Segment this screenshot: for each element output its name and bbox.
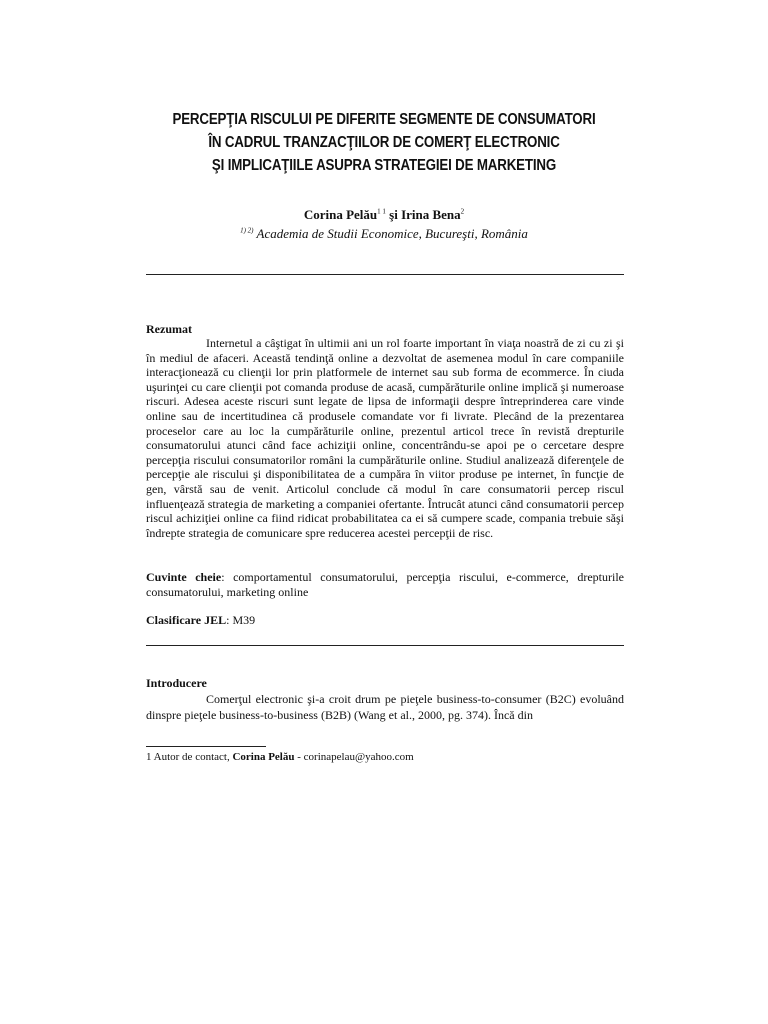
keywords-text: : comportamentul consumatorului, percepţia riscului, e-commerce, drepturile consumatorului, marketing online bbox=[146, 570, 624, 599]
author-1: Corina Pelău bbox=[303, 207, 378, 222]
title-line-3: ŞI IMPLICAŢIILE ASUPRA STRATEGIEI DE MARKETING bbox=[211, 157, 557, 174]
footnote-suffix: - corinapelau@yahoo.com bbox=[294, 751, 414, 763]
affiliation-superscript: 1) 2) bbox=[240, 226, 254, 235]
affiliation bbox=[0, 226, 768, 242]
keywords-label: Cuvinte cheie bbox=[146, 570, 222, 584]
footnote-author: Corina Pelău bbox=[232, 751, 295, 763]
footnote-prefix: 1 Autor de contact, bbox=[146, 751, 233, 763]
jel-text: : M39 bbox=[226, 613, 256, 627]
title-line-1: PERCEPŢIA RISCULUI PE DIFERITE SEGMENTE DE CONSUMATORI bbox=[172, 111, 596, 128]
author-2-superscript: 2 bbox=[460, 207, 465, 216]
title-line-2: ÎN CADRUL TRANZACŢIILOR DE COMERŢ ELECTRONIC bbox=[208, 134, 560, 151]
divider-top bbox=[146, 274, 624, 275]
paper-title bbox=[140, 108, 628, 177]
abstract-heading: Rezumat bbox=[146, 322, 192, 336]
introduction-text: Comerţul electronic şi-a croit drum pe pieţele business-to-consumer (B2C) evoluând dinspre pieţele business-to-business (B2B) (Wang et al., 2000, pg. 374). Încă din bbox=[146, 692, 624, 722]
divider-bottom bbox=[146, 645, 624, 646]
author-conjunction: şi bbox=[385, 207, 402, 222]
introduction-heading: Introducere bbox=[146, 676, 207, 690]
affiliation-text: Academia de Studii Economice, Bucureşti, România bbox=[253, 226, 528, 241]
keywords bbox=[146, 570, 624, 599]
author-1-superscript: 1 1 bbox=[377, 207, 386, 216]
jel-classification bbox=[146, 613, 624, 628]
footnote bbox=[146, 751, 624, 763]
author-2: Irina Bena bbox=[401, 207, 461, 222]
abstract-text: Internetul a câştigat în ultimii ani un rol foarte important în viaţa noastră de zi cu zi şi în mediul de afaceri. Această tendinţă online a dezvoltat de asemenea modul în care companiile interacţionează cu clienţii lor prin platformele de internet sau sub forma de ecommerce. În ciuda uşurinţei cu care clienţii pot comanda produse de acasă, cumpărăturile online implică şi numeroase riscuri. Adesea aceste riscuri sunt legate de lipsa de informaţii despre întreprinderea care vinde online sau de incertitudinea că produsele comandate vor fi livrate. Plecând de la prezentarea proceselor care au loc la cumpărăturile online, prezentul articol trece în revistă drepturile consumatorului atunci când face achiziţii online, concentrându-se apoi pe o cercetare despre percepţia riscului consumatorilor români la cumpărăturile online. Studiul analizează diferenţele de percepţie ale riscului şi disponibilitatea de a cumpăra în viitor produse pe internet, în funcţie de gen, vârstă sau de venit. Articolul conclude că modul în care consumatorii percep riscul influenţează strategia de marketing a companiei ofertante. Întrucât atunci când consumatorii percep riscul achiziţiei online ca fiind ridicat probabilitatea ca ei să cumpere scade, compania trebuie săşi îndrepte strategia de comunicare spre reducerea acestei percepţii de risc. bbox=[146, 336, 624, 540]
footnote-divider bbox=[146, 746, 266, 747]
jel-label: Clasificare JEL bbox=[146, 613, 227, 627]
author-list bbox=[0, 207, 768, 223]
